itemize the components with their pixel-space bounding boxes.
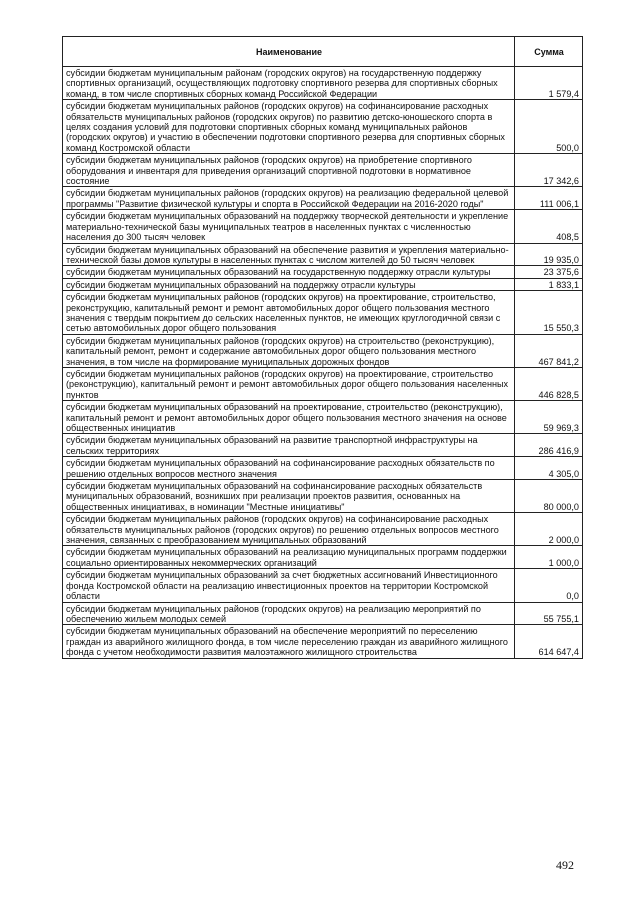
table-row xyxy=(63,457,583,480)
row-sum-cell: 408,5 xyxy=(515,210,583,243)
table-row xyxy=(63,625,583,658)
row-sum-cell: 15 550,3 xyxy=(515,291,583,335)
row-name-cell: субсидии бюджетам муниципальных районов (городских округов) на приобретение спортивного оборудования и инвентаря для приведения организаций спортивной подготовки в нормативное состояние xyxy=(63,154,515,187)
row-name-cell: субсидии бюджетам муниципальных районов (городских округов) на реализацию мероприятий по обеспечению жильем молодых семей xyxy=(63,602,515,625)
row-sum-cell: 1 579,4 xyxy=(515,67,583,100)
table-row xyxy=(63,602,583,625)
table-body xyxy=(63,67,583,659)
table-row xyxy=(63,266,583,278)
row-sum-cell: 467 841,2 xyxy=(515,334,583,367)
row-sum-cell: 4 305,0 xyxy=(515,457,583,480)
page-number: 492 xyxy=(556,858,574,872)
row-name-cell: субсидии бюджетам муниципальных образований на реализацию муниципальных программ поддержки социально ориентированных некоммерческих организаций xyxy=(63,546,515,569)
row-sum-cell: 1 833,1 xyxy=(515,278,583,290)
row-sum-cell: 2 000,0 xyxy=(515,513,583,546)
table-row xyxy=(63,546,583,569)
table-row xyxy=(63,187,583,210)
table-row xyxy=(63,480,583,513)
table-row xyxy=(63,67,583,100)
row-name-cell: субсидии бюджетам муниципальных образований на поддержку творческой деятельности и укрепление материально-технической базы муниципальных театров в населенных пунктах с численностью населения до 300 тысяч человек xyxy=(63,210,515,243)
table-row xyxy=(63,513,583,546)
row-sum-cell: 286 416,9 xyxy=(515,434,583,457)
row-name-cell: субсидии бюджетам муниципальных районов (городских округов) на софинансирование расходных обязательств муниципальных районов (городских округов) по решению отдельных вопросов местного значения, связанных с преобразованием муниципальных образований xyxy=(63,513,515,546)
sum-column-header: Сумма xyxy=(515,37,583,67)
row-sum-cell: 80 000,0 xyxy=(515,480,583,513)
row-sum-cell: 614 647,4 xyxy=(515,625,583,658)
row-name-cell: субсидии бюджетам муниципальных образований на развитие транспортной инфраструктуры на сельских территориях xyxy=(63,434,515,457)
row-sum-cell: 23 375,6 xyxy=(515,266,583,278)
table-row xyxy=(63,100,583,154)
table-row xyxy=(63,334,583,367)
row-sum-cell: 0,0 xyxy=(515,569,583,602)
table-row xyxy=(63,401,583,434)
name-column-header: Наименование xyxy=(63,37,515,67)
row-name-cell: субсидии бюджетам муниципальных районов (городских округов) на проектирование, строительство, реконструкцию, капитальный ремонт и ремонт автомобильных дорог общего пользования местного значения с твердым покрытием до сельских населенных пунктов, не имеющих круглогодичной связи с сетью автомобильных дорог общего пользования xyxy=(63,291,515,335)
row-sum-cell: 55 755,1 xyxy=(515,602,583,625)
row-name-cell: субсидии бюджетам муниципальных районов (городских округов) на строительство (реконструкцию), капитальный ремонт, ремонт и содержание автомобильных дорог общего пользования местного значения, в том числе на формирование муниципальных дорожных фондов xyxy=(63,334,515,367)
row-name-cell: субсидии бюджетам муниципальных образований на софинансирование расходных обязательств муниципальных образований, возникших при реализации проектов развития, основанных на общественных инициативах, в номинации "Местные инициативы" xyxy=(63,480,515,513)
row-name-cell: субсидии бюджетам муниципальных образований на проектирование, строительство (реконструкцию), капитальный ремонт и ремонт автомобильных дорог общего пользования местного значения на основе общественных инициатив xyxy=(63,401,515,434)
row-sum-cell: 111 006,1 xyxy=(515,187,583,210)
row-name-cell: субсидии бюджетам муниципальным районам (городских округов) на государственную поддержку спортивных организаций, осуществляющих подготовку спортивного резерва для спортивных сборных команд, в том числе спортивных сборных команд Российской Федерации xyxy=(63,67,515,100)
row-name-cell: субсидии бюджетам муниципальных образований на софинансирование расходных обязательств по решению отдельных вопросов местного значения xyxy=(63,457,515,480)
table-row xyxy=(63,154,583,187)
table-header-row xyxy=(63,37,583,67)
table-row xyxy=(63,291,583,335)
row-sum-cell: 19 935,0 xyxy=(515,243,583,266)
table-row xyxy=(63,367,583,400)
row-name-cell: субсидии бюджетам муниципальных образований на обеспечение развития и укрепления материально-технической базы домов культуры в населенных пунктах с числом жителей до 50 тысяч человек xyxy=(63,243,515,266)
row-name-cell: субсидии бюджетам муниципальных образований на поддержку отрасли культуры xyxy=(63,278,515,290)
table-row xyxy=(63,434,583,457)
table-row xyxy=(63,569,583,602)
table-row xyxy=(63,210,583,243)
table-row xyxy=(63,243,583,266)
row-sum-cell: 500,0 xyxy=(515,100,583,154)
row-name-cell: субсидии бюджетам муниципальных районов (городских округов) на реализацию федеральной целевой программы "Развитие физической культуры и спорта в Российской Федерации на 2016-2020 годы" xyxy=(63,187,515,210)
table-row xyxy=(63,278,583,290)
row-sum-cell: 17 342,6 xyxy=(515,154,583,187)
row-name-cell: субсидии бюджетам муниципальных районов (городских округов) на софинансирование расходных обязательств муниципальных районов (городских округов) по развитию детско-юношеского спорта в целях создания условий для подготовки спортивных сборных команд муниципальных районов (городских округов) и участию в обеспечении подготовки спортивного резерва для спортивных сборных команд Костромской области xyxy=(63,100,515,154)
row-name-cell: субсидии бюджетам муниципальных образований за счет бюджетных ассигнований Инвестиционного фонда Костромской области на реализацию инвестиционных проектов на территории Костромской области xyxy=(63,569,515,602)
row-sum-cell: 1 000,0 xyxy=(515,546,583,569)
row-name-cell: субсидии бюджетам муниципальных районов (городских округов) на проектирование, строительство (реконструкцию), капитальный ремонт и ремонт автомобильных дорог общего пользования населенных пунктов xyxy=(63,367,515,400)
row-name-cell: субсидии бюджетам муниципальных образований на государственную поддержку отрасли культуры xyxy=(63,266,515,278)
row-name-cell: субсидии бюджетам муниципальных образований на обеспечение мероприятий по переселению граждан из аварийного жилищного фонда, в том числе переселению граждан из аварийного жилищного фонда с учетом необходимости развития малоэтажного жилищного строительства xyxy=(63,625,515,658)
subsidies-table xyxy=(62,36,583,659)
row-sum-cell: 446 828,5 xyxy=(515,367,583,400)
row-sum-cell: 59 969,3 xyxy=(515,401,583,434)
